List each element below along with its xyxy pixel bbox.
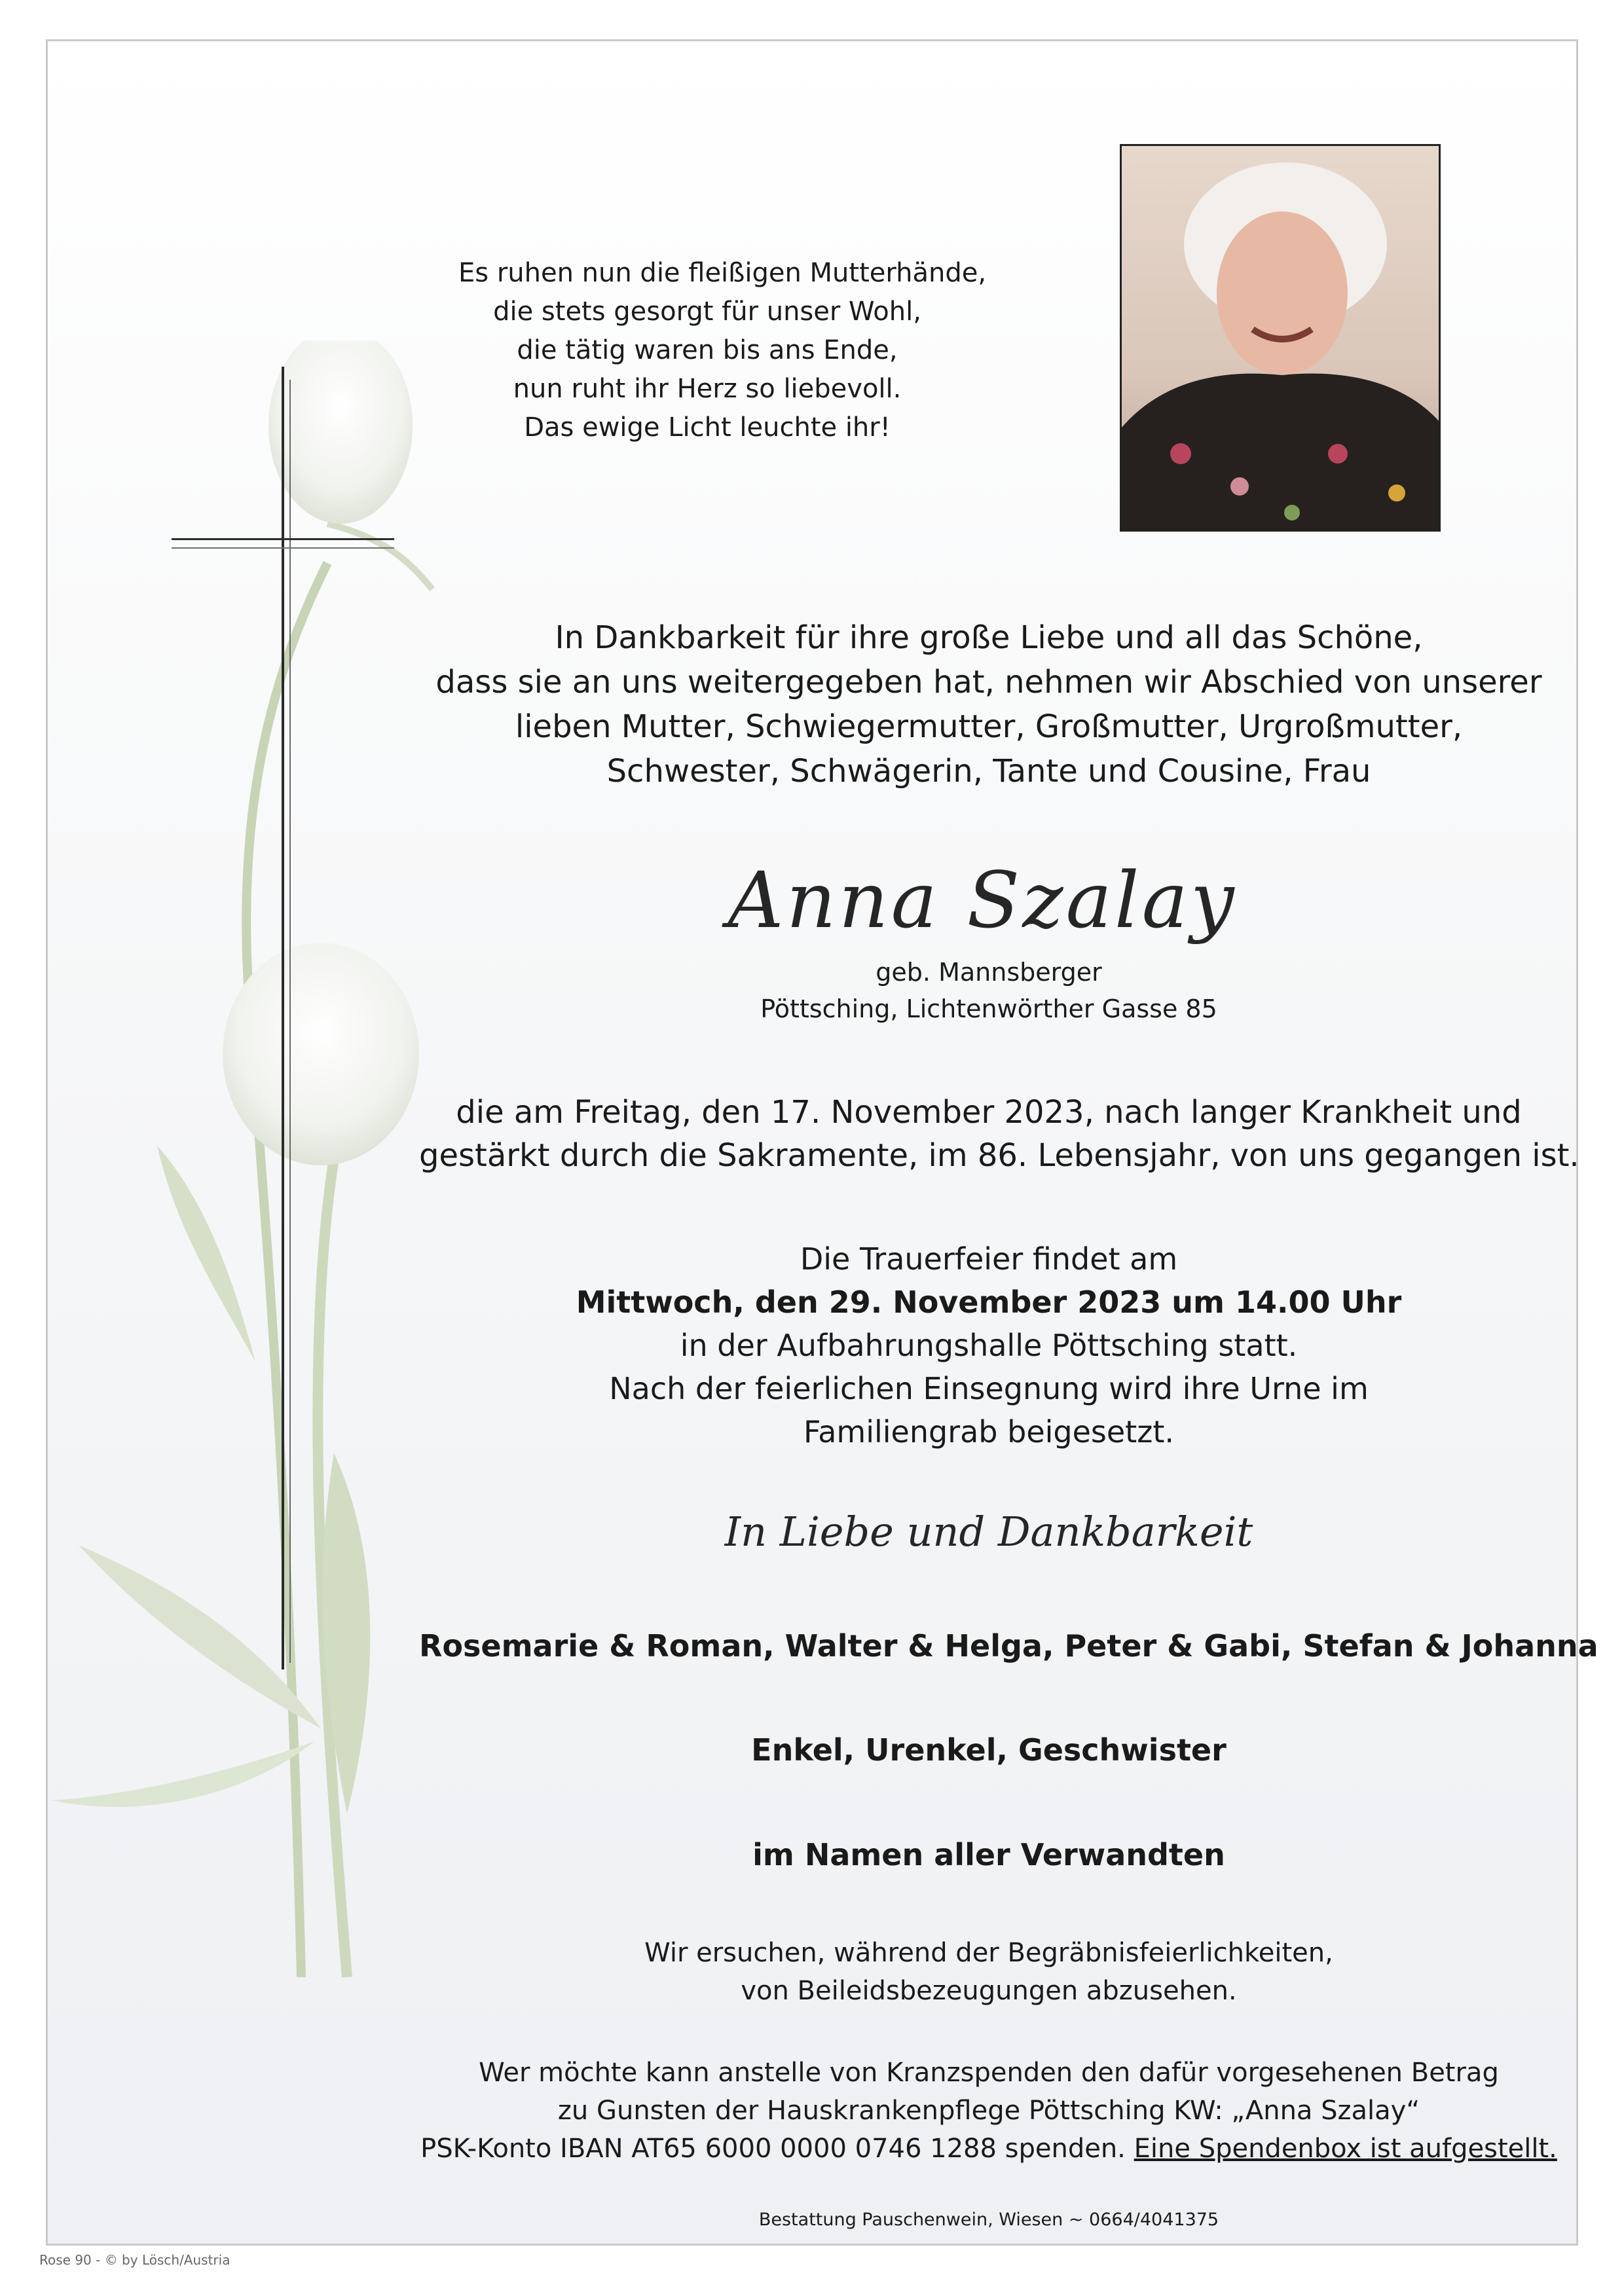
donation-line: Wer möchte kann anstelle von Kranzspenden den dafür vorgesehenen Betrag [479,2058,1499,2088]
family-members: Rosemarie & Roman, Walter & Helga, Peter & Gabi, Stefan & Johanna [419,1628,1598,1664]
donation-info [419,2054,1559,2168]
donation-box-note: Eine Spendenbox ist aufgestellt. [1134,2134,1557,2164]
cross-vertical-bar [282,367,284,1669]
cross-vertical-bar-shadow [289,380,291,1663]
funeral-line: Die Trauerfeier findet am [800,1241,1178,1277]
intro-line: lieben Mutter, Schwiegermutter, Großmutter, Urgroßmutter, [515,708,1463,745]
cross-horizontal-bar [172,538,394,540]
poem [458,254,987,447]
funeral-line: Familiengrab beigesetzt. [803,1414,1175,1449]
poem-line: die stets gesorgt für unser Wohl, [493,297,921,327]
funeral-line: Nach der feierlichen Einsegnung wird ihre Urne im [609,1371,1369,1406]
funeral-date: Mittwoch, den 29. November 2023 um 14.00 Uhr [576,1285,1402,1320]
portrait-photo [1120,144,1441,532]
deceased-name: Anna Szalay [728,855,1237,945]
portrait-image [1122,146,1439,530]
funeral-line: in der Aufbahrungshalle Pöttsching statt. [680,1328,1298,1363]
funeral-home-footer: Bestattung Pauschenwein, Wiesen ~ 0664/4041375 [758,2210,1219,2230]
poem-line: Es ruhen nun die fleißigen Mutterhände, [458,258,987,288]
donation-line [419,2130,1559,2168]
closing-phrase: In Liebe und Dankbarkeit [724,1508,1253,1556]
funeral-info [485,1237,1493,1453]
cross-horizontal-bar-shadow [172,547,394,549]
birth-name: geb. Mannsberger [876,958,1102,987]
request-line: von Beileidsbezeugungen abzusehen. [741,1976,1237,2006]
poem-line: Das ewige Licht leuchte ihr! [524,412,891,443]
request-line: Wir ersuchen, während der Begräbnisfeierlichkeiten, [644,1938,1333,1968]
death-notice [419,1091,1579,1177]
family-all: im Namen aller Verwandten [752,1837,1225,1872]
family-relatives: Enkel, Urenkel, Geschwister [751,1732,1227,1768]
address: Pöttsching, Lichtenwörther Gasse 85 [760,994,1217,1023]
intro-line: dass sie an uns weitergegeben hat, nehmen wir Abschied von unserer [435,664,1542,701]
poem-line: nun ruht ihr Herz so liebevoll. [513,374,902,404]
copyright-note: Rose 90 - © by Lösch/Austria [39,2252,231,2268]
poem-line: die tätig waren bis ans Ende, [517,335,898,365]
death-line: gestärkt durch die Sakramente, im 86. Lebensjahr, von uns gegangen ist. [419,1137,1579,1174]
white-rose-illustration [39,340,498,2043]
donation-account: PSK-Konto IBAN AT65 6000 0000 0746 1288 spenden. [420,2134,1126,2164]
intro-line: In Dankbarkeit für ihre große Liebe und all das Schöne, [555,619,1423,656]
intro-line: Schwester, Schwägerin, Tante und Cousine, Frau [606,753,1371,790]
condolence-request [550,1934,1428,2010]
death-line: die am Freitag, den 17. November 2023, nach langer Krankheit und [456,1094,1522,1131]
intro-text [419,615,1559,793]
donation-line: zu Gunsten der Hauskrankenpflege Pöttsching KW: „Anna Szalay“ [557,2096,1420,2126]
